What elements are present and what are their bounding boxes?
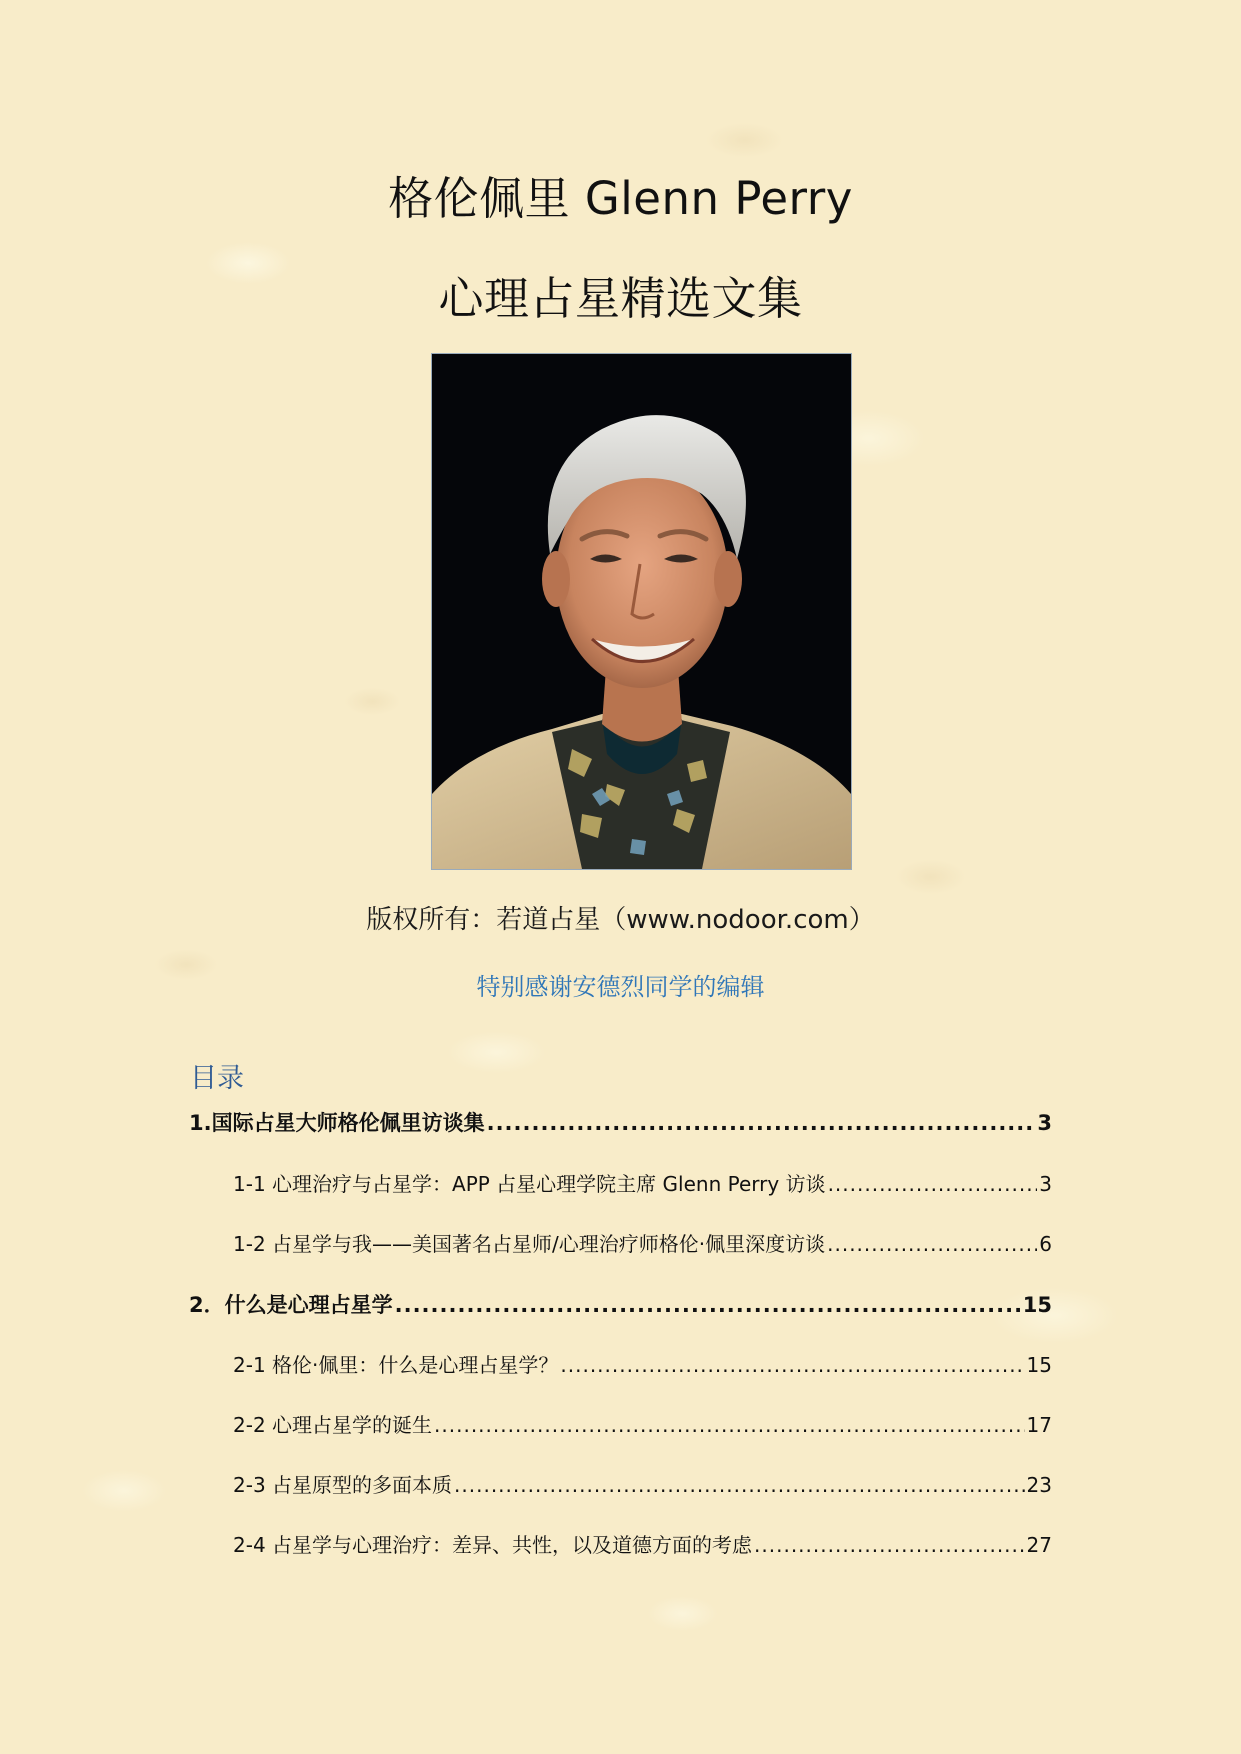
toc-entry-page: 23: [1026, 1473, 1052, 1497]
toc-entry-title: 2．什么是心理占星学: [189, 1293, 393, 1317]
toc-entry[interactable]: [233, 1409, 1052, 1438]
toc-entry[interactable]: [189, 1289, 1052, 1319]
toc-leader-dots: [395, 1293, 1021, 1317]
toc-entry[interactable]: [233, 1228, 1052, 1257]
copyright-notice: 版权所有：若道占星（www.nodoor.com）: [366, 905, 875, 935]
toc-leader-dots: [434, 1413, 1025, 1437]
toc-entry[interactable]: [233, 1469, 1052, 1498]
author-portrait: [431, 353, 852, 870]
toc-leader-dots: [828, 1172, 1038, 1196]
toc-entry-page: 27: [1026, 1533, 1052, 1557]
toc-leader-dots: [454, 1473, 1025, 1497]
toc-entry-title: 2-4 占星学与心理治疗：差异、共性，以及道德方面的考虑: [233, 1533, 753, 1557]
toc-entry-title: 1-2 占星学与我——美国著名占星师/心理治疗师格伦·佩里深度访谈: [233, 1232, 826, 1256]
toc-entry-page: 3: [1039, 1172, 1052, 1196]
toc-entry-page: 15: [1026, 1353, 1052, 1377]
toc-entry-title: 2-2 心理占星学的诞生: [233, 1413, 433, 1437]
toc-entry-title: 1.国际占星大师格伦佩里访谈集: [189, 1111, 485, 1135]
toc-leader-dots: [827, 1232, 1037, 1256]
toc-entry-page: 3: [1037, 1111, 1052, 1135]
toc-entry-title: 1-1 心理治疗与占星学：APP 占星心理学院主席 Glenn Perry 访谈: [233, 1172, 826, 1196]
toc-entry[interactable]: [233, 1349, 1052, 1378]
toc-entry-page: 6: [1039, 1232, 1052, 1256]
toc-entry[interactable]: [233, 1168, 1052, 1197]
toc-heading: 目录: [190, 1063, 244, 1094]
toc-entry-page: 17: [1026, 1413, 1052, 1437]
toc-leader-dots: [560, 1353, 1024, 1377]
thanks-note: 特别感谢安德烈同学的编辑: [476, 973, 765, 1001]
document-title: 格伦佩里 Glenn Perry: [388, 172, 853, 225]
toc-entry-title: 2-3 占星原型的多面本质: [233, 1473, 453, 1497]
document-subtitle: 心理占星精选文集: [438, 272, 803, 325]
toc-entry-page: 15: [1022, 1293, 1052, 1317]
toc-entry[interactable]: [189, 1107, 1052, 1137]
toc-leader-dots: [487, 1111, 1036, 1135]
toc-entry[interactable]: [233, 1529, 1052, 1558]
toc-entry-title: 2-1 格伦·佩里：什么是心理占星学？: [233, 1353, 559, 1377]
toc-leader-dots: [754, 1533, 1025, 1557]
